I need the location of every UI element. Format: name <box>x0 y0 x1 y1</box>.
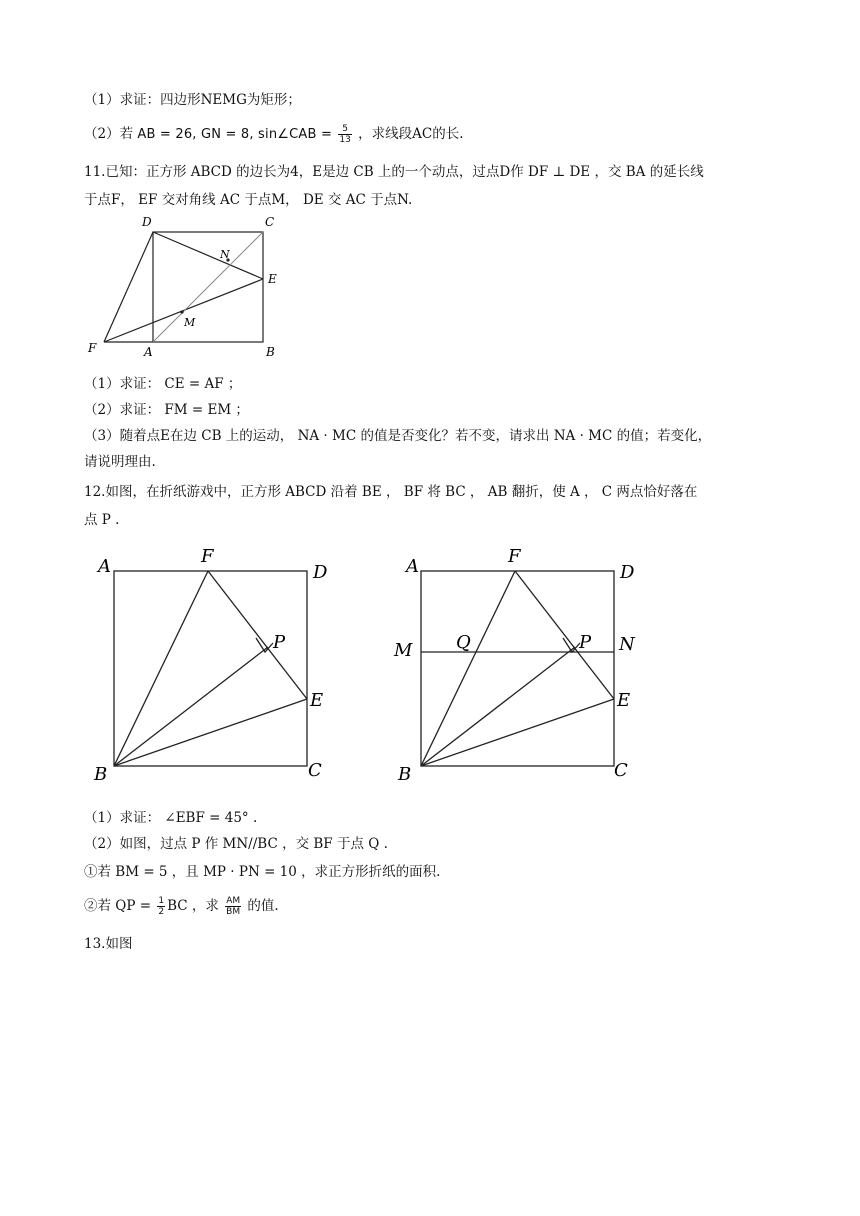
q10-fraction: $\frac{5}{13}$ <box>339 124 351 145</box>
q12-fig2-label-E: E <box>617 690 631 711</box>
q10-part2-math: AB = 26, GN = 8, sin∠CAB = <box>137 127 337 142</box>
q12-fig1-label-B: B <box>94 764 108 785</box>
q12-fig2-label-B: B <box>398 764 412 785</box>
q12-part2-sub2 <box>84 894 279 917</box>
q12-fig2-label-M: M <box>394 640 413 661</box>
q12-fig1-label-D: D <box>313 562 328 583</box>
q12-fig1-label-E: E <box>310 690 324 711</box>
q12-fig1-label-F: F <box>201 546 214 567</box>
q10-part2 <box>84 122 464 145</box>
q10-part2-tail: ，求线段AC的长. <box>353 126 464 142</box>
q10-part1: （1）求证：四边形NEMG为矩形； <box>84 92 301 108</box>
q13-stem: 13.如图 <box>84 936 133 952</box>
q11-label-C: C <box>265 215 275 229</box>
q12-sub2-mid: BC ，求 <box>167 898 224 914</box>
q11-label-F: F <box>88 341 97 355</box>
q12-ratio-fraction: $\frac{AM}{BM}$ <box>226 896 241 917</box>
q11-label-N: N <box>220 248 230 261</box>
q12-sub2-tail: 的值. <box>243 898 279 914</box>
q12-fig2-label-A: A <box>406 556 419 577</box>
q12-fig2-label-C: C <box>614 760 628 781</box>
q11-part2: （2）求证： FM = EM ； <box>84 402 249 418</box>
q12-figure-2 <box>390 540 660 790</box>
q12-figure-1 <box>90 540 350 790</box>
q11-part3: （3）随着点E在边 CB 上的运动， NA · MC 的值是否变化？若不变，请求出 NA · MC 的值；若变化， <box>84 428 712 444</box>
q10-part2-lead: （2）若 <box>84 126 138 142</box>
q11-label-M: M <box>184 316 196 329</box>
q12-fig2-label-F: F <box>508 546 521 567</box>
q12-fig2-label-N: N <box>619 634 635 655</box>
q12-part2: （2）如图，过点 P 作 MN//BC ，交 BF 于点 Q . <box>84 836 388 852</box>
q12-fig1-label-P: P <box>273 632 286 653</box>
q11-label-B: B <box>266 345 275 359</box>
q12-sub2-lead: ②若 QP = <box>84 898 156 914</box>
q12-stem-line2: 点 P . <box>84 512 120 528</box>
q11-part3-cont: 请说明理由. <box>84 454 156 470</box>
q12-half-fraction: $\frac{1}{2}$ <box>158 896 165 917</box>
q11-part1: （1）求证： CE = AF ； <box>84 376 242 392</box>
q11-figure <box>84 210 294 360</box>
q11-label-E: E <box>268 272 277 286</box>
q12-fig2-label-Q: Q <box>456 632 471 653</box>
q11-label-A: A <box>144 345 153 359</box>
q12-part2-sub1: ①若 BM = 5 ，且 MP · PN = 10 ，求正方形折纸的面积. <box>84 864 441 880</box>
q11-stem-line2: 于点F， EF 交对角线 AC 于点M， DE 交 AC 于点N. <box>84 192 413 208</box>
q11-stem-line1: 11.已知：正方形 ABCD 的边长为4，E是边 CB 上的一个动点，过点D作 DF ⊥ DE ，交 BA 的延长线 <box>84 164 704 180</box>
q12-stem-line1: 12.如图，在折纸游戏中，正方形 ABCD 沿着 BE ， BF 将 BC ， AB 翻折，使 A ， C 两点恰好落在 <box>84 484 698 500</box>
q12-fig1-label-A: A <box>98 556 111 577</box>
q12-fig2-label-P: P <box>579 632 592 653</box>
q12-fig2-label-D: D <box>620 562 635 583</box>
q12-part1: （1）求证： ∠EBF = 45° . <box>84 810 258 826</box>
q12-fig1-label-C: C <box>308 760 322 781</box>
q11-label-D: D <box>142 215 152 229</box>
